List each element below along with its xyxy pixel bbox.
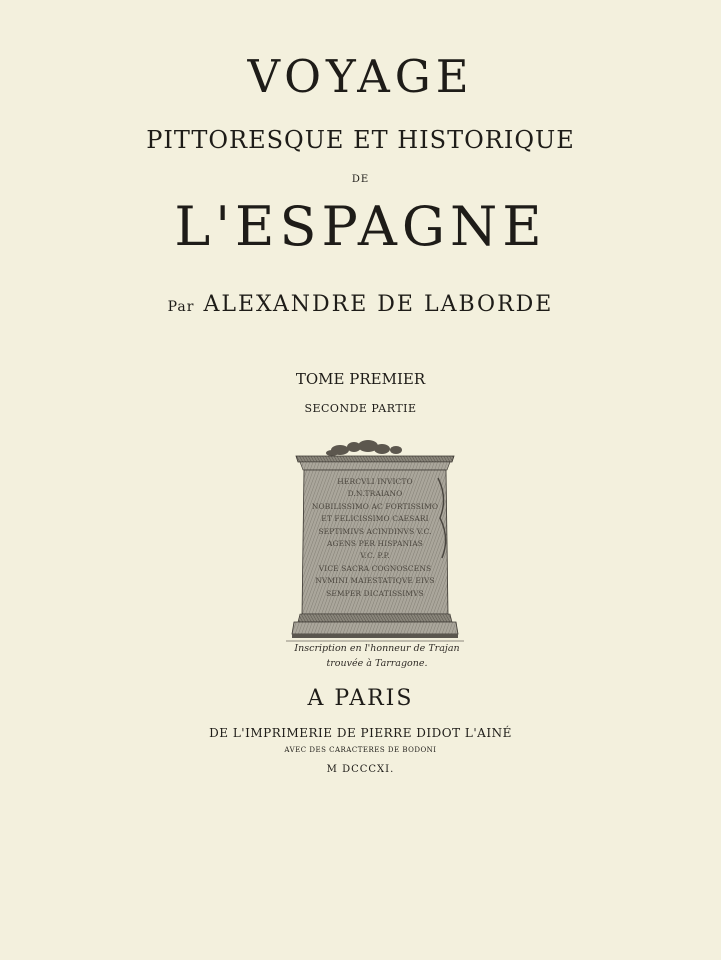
inscription-line: VICE SACRA COGNOSCENS (318, 563, 432, 573)
inscription-line: SEMPER DICATISSIMVS (326, 588, 424, 598)
illustration-caption (282, 641, 472, 671)
caption-line: Inscription en l'honneur de Trajan (294, 643, 460, 654)
inscription-line: D.N.TRAIANO (347, 489, 403, 499)
imprint-printer: DE L'IMPRIMERIE DE PIERRE DIDOT L'AINÉ (209, 726, 512, 740)
title-main: VOYAGE (247, 50, 474, 103)
inscription-line: SEPTIMIVS ACINDINVS V.C. (318, 526, 432, 536)
imprint-city: A PARIS (307, 686, 414, 711)
inscription-line: NOBILISSIMO AC FORTISSIMO (311, 501, 439, 511)
caption-line: trouvée à Tarragone. (326, 658, 428, 669)
monument-inscription (308, 476, 442, 600)
title-connector: DE (351, 174, 370, 185)
inscription-line: AGENS PER HISPANIAS (327, 539, 423, 549)
title-country: L'ESPAGNE (174, 195, 547, 258)
imprint-typeface: AVEC DES CARACTERES DE BODONI (284, 746, 437, 754)
author-line (0, 292, 721, 317)
volume-tome: TOME PREMIER (295, 370, 426, 388)
author-prefix: Par (167, 299, 195, 315)
inscription-line: NVMINI MAIESTATIQVE EIVS (315, 576, 435, 586)
imprint-date: M DCCCXI. (326, 764, 395, 775)
inscription-line: HERCVLI INVICTO (337, 477, 413, 486)
inscription-line: ET FELICISSIMO CAESARI (321, 514, 429, 524)
inscription-line: V.C. P.P. (360, 551, 390, 561)
author-name: ALEXANDRE DE LABORDE (203, 292, 554, 317)
title-subtitle: PITTORESQUE ET HISTORIQUE (146, 126, 575, 154)
volume-part: SECONDE PARTIE (304, 402, 417, 415)
